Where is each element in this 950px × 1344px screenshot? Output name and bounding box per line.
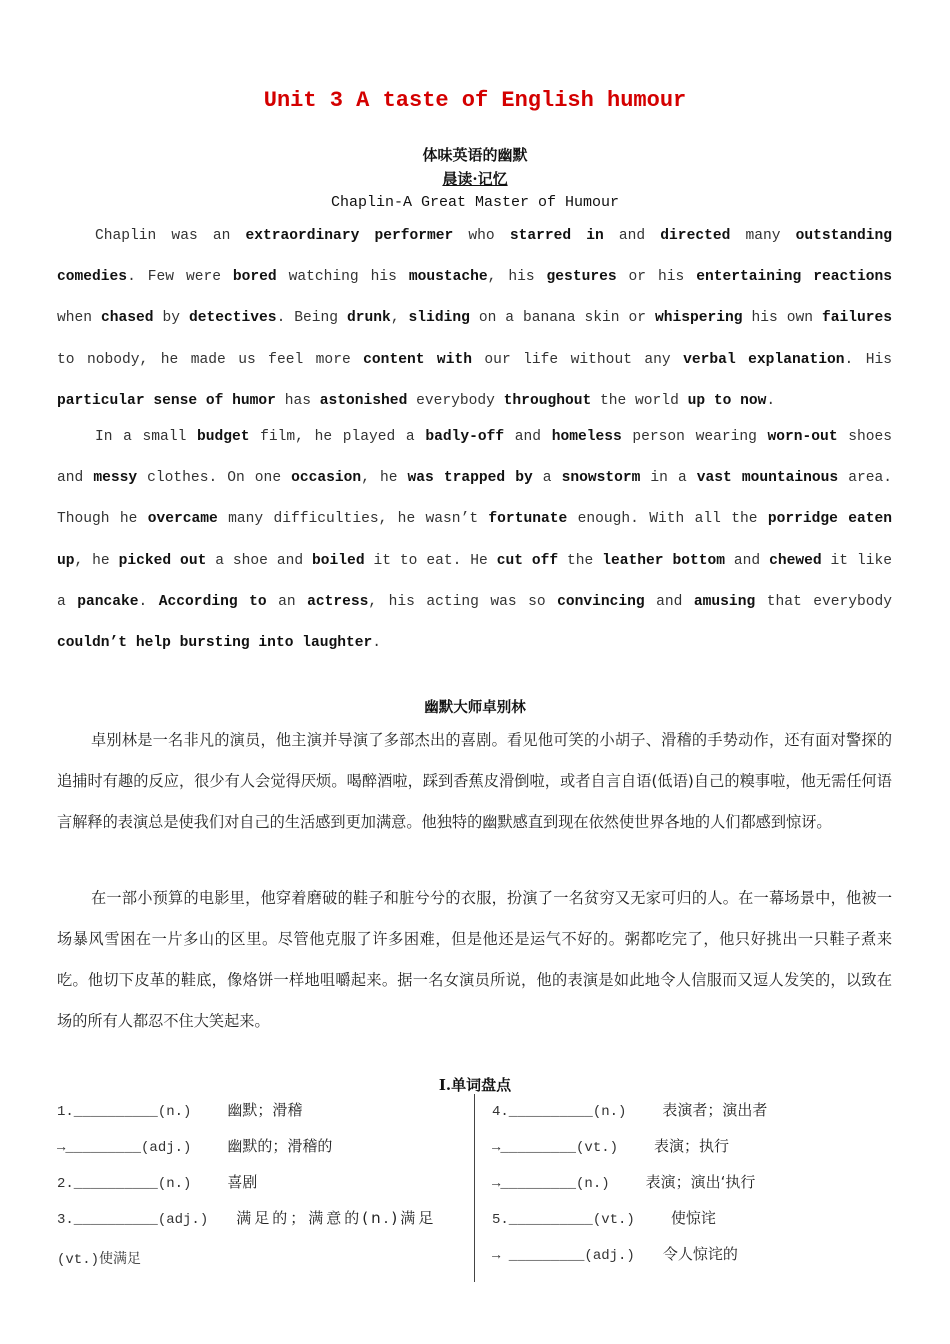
chinese-paragraph-1: 卓别林是一名非凡的演员，他主演并导演了多部杰出的喜剧。看见他可笑的小胡子、滑稽的手势动作，还有面对警探的追捕时有趣的反应，很少有人会觉得厌烦。喝醉酒啦，踩到香蕉皮滑倒啦，或者自言自语(低语)自己的糗事啦，他无需任何语言解释的表演总是使我们对自己的生活感到更加满意。他独特的幽默感直到现在依然使世界各地的人们都感到惊讶。	[57, 731, 892, 831]
vocab-left-item: 2.__________(n.) 喜剧	[57, 1173, 258, 1192]
morning-reading-heading: 晨读·记忆	[442, 170, 508, 188]
vocab-left-item: 3.__________(adj.) 满足的；满意的(n.)满足	[57, 1209, 437, 1228]
english-paragraph-1: Chaplin was an extraordinary performer who starred in and directed many outstanding comedies. Few were bored watching his moustache, his gestures or his entertaining reactions when chased by detectives. Being drunk, sliding on a banana skin or whispering his own failures to nobody, he made us feel more content with our life without any verbal explanation. His particular sense of humor has astonished everybody throughout the world up to now.	[57, 228, 893, 409]
column-divider	[474, 1094, 475, 1282]
vocab-left-item: (vt.)使满足	[57, 1252, 142, 1268]
passage-title: Chaplin-A Great Master of Humour	[330, 194, 620, 211]
subtitle-cn: 体味英语的幽默	[422, 146, 528, 164]
vocab-left-item: →_________(adj.) 幽默的；滑稽的	[57, 1137, 333, 1156]
vocab-section-title: I.单词盘点	[438, 1076, 512, 1094]
chinese-title: 幽默大师卓别林	[424, 699, 526, 716]
vocab-right-item: 5.__________(vt.) 使惊诧	[492, 1209, 716, 1228]
vocab-left-item: 1.__________(n.) 幽默；滑稽	[57, 1101, 303, 1120]
english-paragraph-2: In a small budget film, he played a badly-off and homeless person wearing worn-out shoes and messy clothes. On one occasion, he was trapped by a snowstorm in a vast mountainous area. Though he overcame many difficulties, he wasn’t fortunate enough. With all the porridge eaten up, he picked out a shoe and boiled it to eat. He cut off the leather bottom and chewed it like a pancake. According to an actress, his acting was so convincing and amusing that everybody couldn’t help bursting into laughter.	[57, 429, 893, 652]
chinese-paragraph-2: 在一部小预算的电影里，他穿着磨破的鞋子和脏兮兮的衣服，扮演了一名贫穷又无家可归的人。在一幕场景中，他被一场暴风雪困在一片多山的区里。尽管他克服了许多困难，但是他还是运气不好的。粥都吃完了，他只好挑出一只鞋子煮来吃。他切下皮革的鞋底，像烙饼一样地咀嚼起来。据一名女演员所说，他的表演是如此地令人信服而又逗人发笑的，以致在场的所有人都忍不住大笑起来。	[57, 889, 892, 1030]
vocab-right-item: →_________(n.) 表演；演出‘执行	[492, 1173, 756, 1192]
vocab-right-item: →_________(vt.) 表演；执行	[492, 1137, 730, 1156]
vocab-right-item: 4.__________(n.) 表演者；演出者	[492, 1101, 768, 1120]
vocab-right-item: → _________(adj.) 令人惊诧的	[492, 1245, 738, 1264]
page-title: Unit 3 A taste of English humour	[263, 88, 687, 113]
